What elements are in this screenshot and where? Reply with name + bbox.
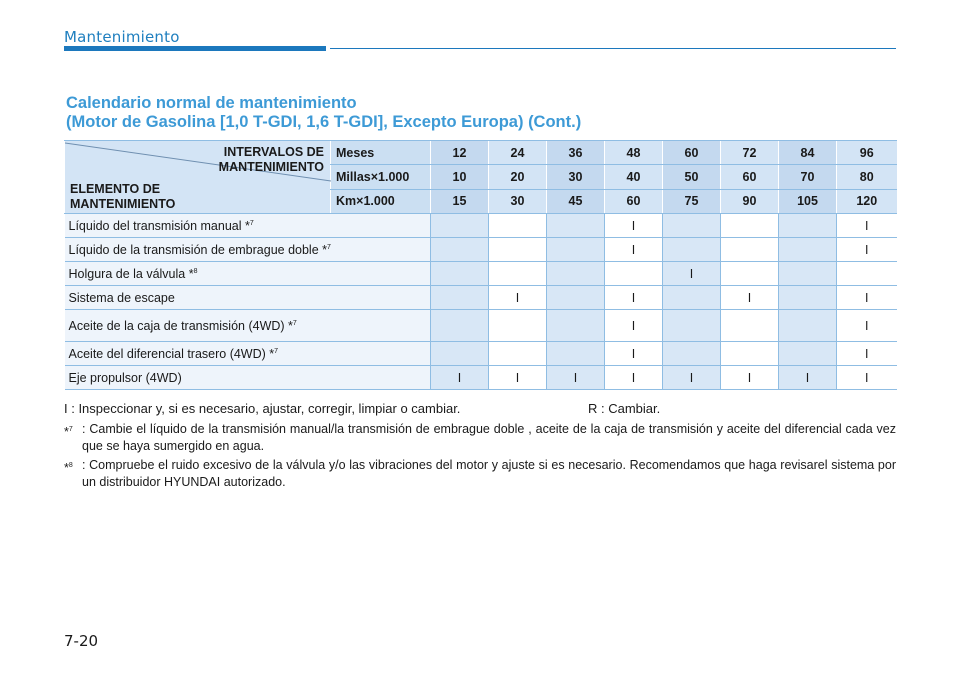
maintenance-item: Líquido del transmisión manual *$^7$ bbox=[65, 214, 431, 238]
header-value: 12 bbox=[431, 141, 489, 165]
interval-cell bbox=[431, 342, 489, 366]
footnote-8 bbox=[64, 457, 896, 491]
interval-cell bbox=[779, 214, 837, 238]
interval-cell bbox=[663, 342, 721, 366]
interval-cell: I bbox=[779, 366, 837, 390]
table-row bbox=[65, 238, 897, 262]
header-value: 48 bbox=[605, 141, 663, 165]
header-label: Millas×1.000 bbox=[331, 165, 431, 189]
interval-cell bbox=[431, 262, 489, 286]
interval-cell bbox=[779, 286, 837, 310]
footnote-text: : Cambie el líquido de la transmisión manual/la transmisión de embrague doble , aceite de la caja de transmisión y aceite del diferencial cada vez que se haya sumergido en agua. bbox=[82, 422, 896, 453]
interval-cell bbox=[431, 238, 489, 262]
interval-cell bbox=[779, 310, 837, 342]
maintenance-item: Holgura de la válvula *$^8$ bbox=[65, 262, 431, 286]
header-value: 84 bbox=[779, 141, 837, 165]
interval-cell bbox=[489, 310, 547, 342]
interval-cell bbox=[663, 238, 721, 262]
table-row bbox=[65, 310, 897, 342]
header-value: 30 bbox=[547, 165, 605, 189]
interval-cell bbox=[721, 342, 779, 366]
header-value: 60 bbox=[721, 165, 779, 189]
header-value: 60 bbox=[605, 189, 663, 213]
header-value: 45 bbox=[547, 189, 605, 213]
interval-cell: I bbox=[721, 286, 779, 310]
table-row bbox=[65, 366, 897, 390]
interval-cell bbox=[605, 262, 663, 286]
interval-cell bbox=[547, 214, 605, 238]
interval-cell bbox=[489, 238, 547, 262]
header-rule bbox=[330, 48, 896, 49]
header-value: 80 bbox=[837, 165, 897, 189]
interval-cell bbox=[431, 286, 489, 310]
header-bar bbox=[64, 46, 326, 51]
header-row-months bbox=[65, 141, 897, 165]
table-row bbox=[65, 286, 897, 310]
maintenance-item: Líquido de la transmisión de embrague doble *$^7$ bbox=[65, 238, 431, 262]
interval-cell bbox=[721, 262, 779, 286]
header-value: 70 bbox=[779, 165, 837, 189]
interval-cell bbox=[547, 262, 605, 286]
header-value: 120 bbox=[837, 189, 897, 213]
header-value: 40 bbox=[605, 165, 663, 189]
header-label: Km×1.000 bbox=[331, 189, 431, 213]
interval-cell: I bbox=[663, 366, 721, 390]
interval-cell bbox=[489, 342, 547, 366]
interval-cell: I bbox=[605, 342, 663, 366]
interval-cell bbox=[663, 214, 721, 238]
interval-cell: I bbox=[837, 214, 897, 238]
header-value: 96 bbox=[837, 141, 897, 165]
title-line-2: (Motor de Gasolina [1,0 T-GDI, 1,6 T-GDI], Excepto Europa) (Cont.) bbox=[66, 113, 582, 131]
page-title bbox=[66, 94, 581, 132]
table-corner-cell bbox=[65, 141, 331, 214]
interval-cell: I bbox=[837, 238, 897, 262]
interval-cell: I bbox=[837, 366, 897, 390]
section-header: Mantenimiento bbox=[64, 28, 180, 46]
interval-cell: I bbox=[605, 366, 663, 390]
interval-cell bbox=[547, 342, 605, 366]
page-number: 7-20 bbox=[64, 632, 99, 650]
interval-cell bbox=[779, 262, 837, 286]
maintenance-table bbox=[64, 140, 897, 390]
header-value: 75 bbox=[663, 189, 721, 213]
header-value: 90 bbox=[721, 189, 779, 213]
header-value: 10 bbox=[431, 165, 489, 189]
interval-cell: I bbox=[605, 214, 663, 238]
interval-cell: I bbox=[721, 366, 779, 390]
interval-cell: I bbox=[663, 262, 721, 286]
header-value: 105 bbox=[779, 189, 837, 213]
header-value: 15 bbox=[431, 189, 489, 213]
interval-cell bbox=[489, 262, 547, 286]
interval-cell: I bbox=[837, 286, 897, 310]
corner-element-label: ELEMENTO DE MANTENIMIENTO bbox=[70, 182, 176, 211]
maintenance-item: Aceite de la caja de transmisión (4WD) *$^7$ bbox=[65, 310, 431, 342]
header-value: 30 bbox=[489, 189, 547, 213]
header-value: 24 bbox=[489, 141, 547, 165]
interval-cell: I bbox=[605, 310, 663, 342]
footnote-7 bbox=[64, 421, 896, 455]
interval-cell bbox=[837, 262, 897, 286]
interval-cell bbox=[779, 342, 837, 366]
header-value: 60 bbox=[663, 141, 721, 165]
legend-inspect: I : Inspeccionar y, si es necesario, ajustar, corregir, limpiar o cambiar. bbox=[64, 401, 461, 416]
interval-cell bbox=[547, 286, 605, 310]
interval-cell bbox=[721, 238, 779, 262]
header-label: Meses bbox=[331, 141, 431, 165]
legend-replace: R : Cambiar. bbox=[588, 401, 661, 416]
interval-cell bbox=[721, 214, 779, 238]
header-value: 50 bbox=[663, 165, 721, 189]
interval-cell: I bbox=[547, 366, 605, 390]
interval-cell: I bbox=[605, 286, 663, 310]
title-line-1: Calendario normal de mantenimiento bbox=[66, 94, 357, 112]
interval-cell bbox=[663, 310, 721, 342]
interval-cell bbox=[663, 286, 721, 310]
table-row bbox=[65, 342, 897, 366]
footnote-text: : Compruebe el ruido excesivo de la válvula y/o las vibraciones del motor y ajuste si es necesario. Recomendamos que haga revisarel sistema por un distribuidor HYUNDAI autorizado. bbox=[82, 458, 896, 489]
header-value: 20 bbox=[489, 165, 547, 189]
maintenance-item: Sistema de escape bbox=[65, 286, 431, 310]
interval-cell: I bbox=[489, 366, 547, 390]
maintenance-item: Aceite del diferencial trasero (4WD) *$^7$ bbox=[65, 342, 431, 366]
footnote-mark: *$^8$ bbox=[64, 461, 73, 476]
interval-cell: I bbox=[431, 366, 489, 390]
header-value: 72 bbox=[721, 141, 779, 165]
interval-cell: I bbox=[837, 310, 897, 342]
interval-cell: I bbox=[837, 342, 897, 366]
corner-intervals-label: INTERVALOS DE MANTENIMIENTO bbox=[218, 145, 324, 174]
interval-cell bbox=[721, 310, 779, 342]
maintenance-item: Eje propulsor (4WD) bbox=[65, 366, 431, 390]
interval-cell bbox=[489, 214, 547, 238]
interval-cell bbox=[431, 214, 489, 238]
interval-cell bbox=[779, 238, 837, 262]
interval-cell: I bbox=[489, 286, 547, 310]
footnote-mark: *$^7$ bbox=[64, 425, 73, 440]
table-row bbox=[65, 262, 897, 286]
header-value: 36 bbox=[547, 141, 605, 165]
interval-cell: I bbox=[605, 238, 663, 262]
interval-cell bbox=[547, 310, 605, 342]
interval-cell bbox=[547, 238, 605, 262]
table-row bbox=[65, 214, 897, 238]
interval-cell bbox=[431, 310, 489, 342]
